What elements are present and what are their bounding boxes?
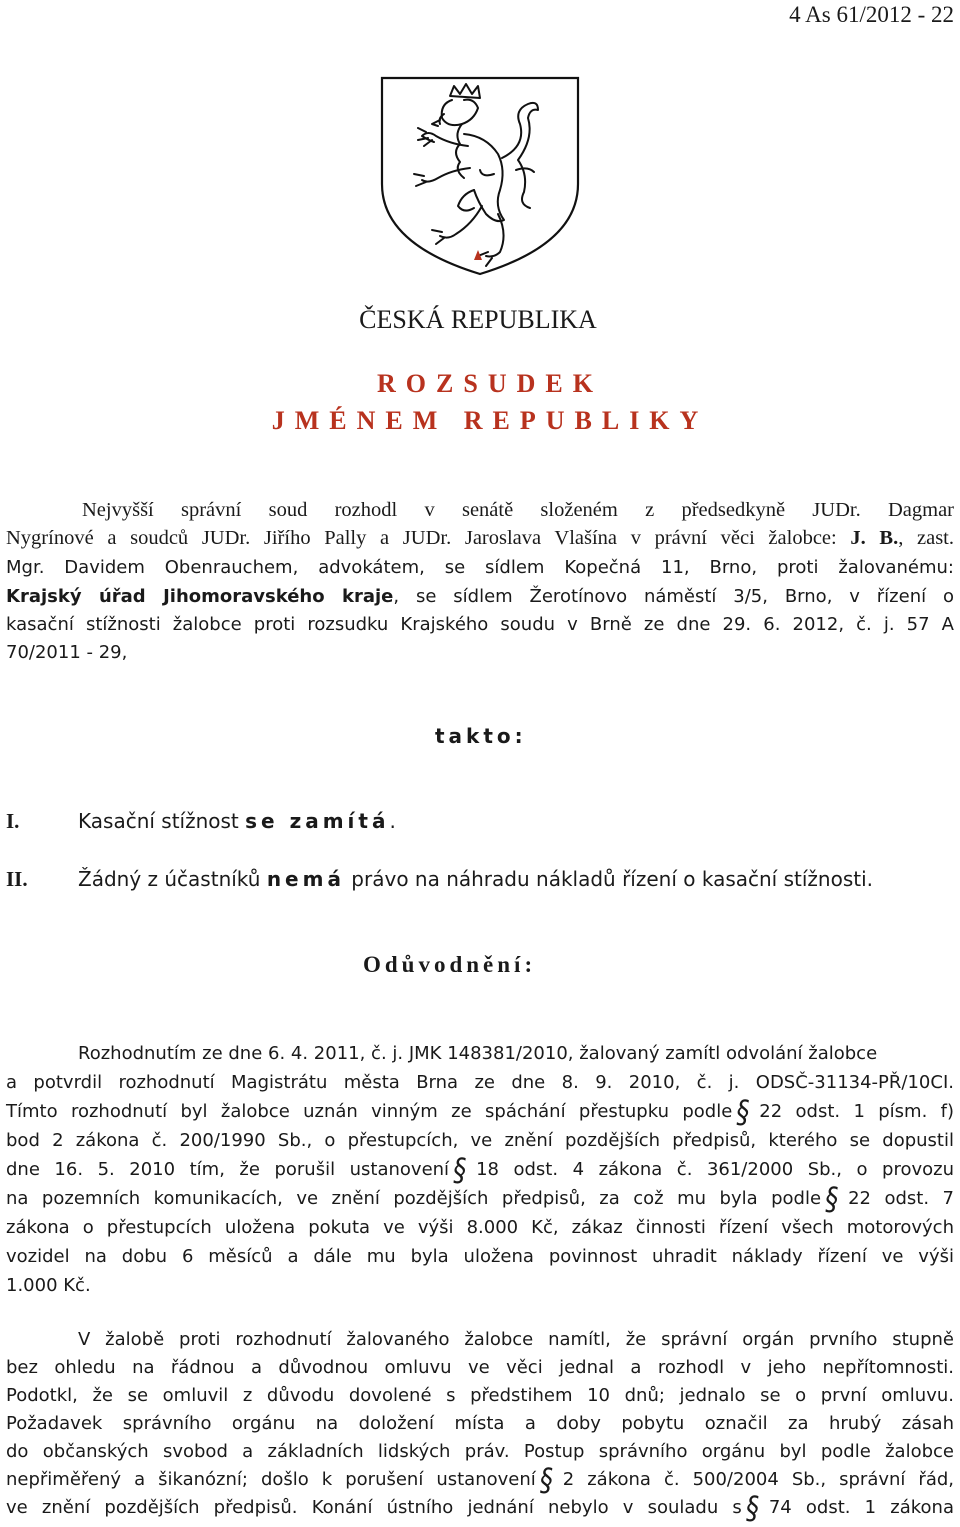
defendant-name: Krajský úřad Jihomoravského kraje bbox=[6, 586, 394, 607]
takto-heading: takto: bbox=[435, 724, 527, 748]
verdict-emphasis: nemá bbox=[266, 867, 345, 891]
para1-text: Tímto rozhodnutí byl žalobce uznán vinným ze spáchání přestupku podle bbox=[6, 1101, 733, 1122]
verdict-text bbox=[78, 866, 873, 892]
para2-line: Požadavek správního orgánu na doložení místa a doby pobytu označil za hrubý zásah bbox=[6, 1413, 954, 1434]
para2-text: nepřiměřený a šikanózní; došlo k porušení ustanovení bbox=[6, 1469, 536, 1490]
verdict-number: II. bbox=[6, 867, 28, 891]
para1-text: na pozemních komunikacích, ve znění pozdějších předpisů, za což mu byla podle bbox=[6, 1188, 822, 1209]
para1-line: zákona o přestupcích uložena pokuta ve výši 8.000 Kč, zákaz činnosti řízení všech motorových bbox=[6, 1217, 954, 1238]
para1-line: a potvrdil rozhodnutí Magistrátu města Brna ze dne 8. 9. 2010, č. j. ODSČ-31134-PŘ/10CI. bbox=[6, 1072, 954, 1093]
para1-line: vozidel na dobu 6 měsíců a dále mu byla uložena povinnost uhradit náklady řízení ve výši bbox=[6, 1246, 954, 1267]
section-sign-icon: § bbox=[539, 1463, 553, 1499]
section-sign-icon: § bbox=[736, 1095, 750, 1131]
para1-text: 22 odst. 7 bbox=[848, 1188, 954, 1209]
verdict-part: Žádný z účastníků bbox=[78, 867, 267, 891]
judgment-subtitle: JMÉNEM REPUBLIKY bbox=[271, 406, 709, 435]
intro-line: Mgr. Davidem Obenrauchem, advokátem, se sídlem Kopečná 11, Brno, proti žalovanému: bbox=[6, 557, 954, 578]
czech-lion-emblem-icon bbox=[378, 74, 582, 278]
verdict-part: Kasační stížnost bbox=[78, 809, 246, 833]
para1-text: 22 odst. 1 písm. f) bbox=[759, 1101, 954, 1122]
para1-line bbox=[6, 1182, 954, 1218]
para1-text: 18 odst. 4 zákona č. 361/2000 Sb., o provozu bbox=[476, 1159, 955, 1180]
section-sign-icon: § bbox=[745, 1491, 759, 1527]
intro-line bbox=[6, 584, 954, 610]
verdict-number: I. bbox=[6, 809, 20, 833]
intro-line: kasační stížnosti žalobce proti rozsudku Krajského soudu v Brně ze dne 29. 6. 2012, č. j. 57 A bbox=[6, 614, 954, 635]
intro-line bbox=[6, 525, 954, 551]
para1-line: 1.000 Kč. bbox=[6, 1275, 91, 1296]
intro-text: , se sídlem Žerotínovo náměstí 3/5, Brno, v řízení o bbox=[393, 586, 954, 607]
para2-line: Podotkl, že se omluvil z důvodu dovolené s předstihem 10 dnů; jednalo se o první omluvu. bbox=[6, 1385, 954, 1406]
para1-line bbox=[6, 1095, 954, 1131]
para2-line bbox=[6, 1491, 954, 1527]
case-number: 4 As 61/2012 - 22 bbox=[789, 2, 954, 27]
verdict-part: . bbox=[389, 809, 396, 833]
para1-line: Rozhodnutím ze dne 6. 4. 2011, č. j. JMK 148381/2010, žalovaný zamítl odvolání žalobce bbox=[78, 1043, 878, 1064]
intro-line: 70/2011 - 29, bbox=[6, 642, 128, 663]
judgment-title: ROZSUDEK bbox=[377, 369, 603, 398]
para1-line: bod 2 zákona č. 200/1990 Sb., o přestupcích, ve znění pozdějších předpisů, kterého se dopustil bbox=[6, 1130, 954, 1151]
para2-line: do občanských svobod a základních lidských práv. Postup správního orgánu byl podle žalobce bbox=[6, 1441, 954, 1462]
intro-text: Nygrínové a soudců JUDr. Jiřího Pally a JUDr. Jaroslava Vlašína v právní věci žalobce: bbox=[6, 527, 851, 549]
verdict-text bbox=[78, 808, 396, 834]
para1-line bbox=[6, 1153, 955, 1189]
para2-line bbox=[6, 1463, 954, 1499]
section-sign-icon: § bbox=[825, 1182, 839, 1218]
para2-text: 74 odst. 1 zákona bbox=[768, 1497, 954, 1518]
para2-line: bez ohledu na řádnou a důvodnou omluvu ve věci jednal a rozhodl v jeho nepřítomnosti. bbox=[6, 1357, 954, 1378]
intro-line: Nejvyšší správní soud rozhodl v senátě složeném z předsedkyně JUDr. Dagmar bbox=[82, 499, 954, 521]
verdict-part: právo na náhradu nákladů řízení o kasační stížnosti. bbox=[344, 867, 873, 891]
para2-line: V žalobě proti rozhodnutí žalovaného žalobce namítl, že správní orgán prvního stupně bbox=[78, 1329, 954, 1350]
verdict-emphasis: se zamítá bbox=[245, 809, 390, 833]
para2-text: ve znění pozdějších předpisů. Konání ústního jednání nebylo v souladu s bbox=[6, 1497, 742, 1518]
para2-text: 2 zákona č. 500/2004 Sb., správní řád, bbox=[562, 1469, 954, 1490]
section-sign-icon: § bbox=[453, 1153, 467, 1189]
plaintiff-initials: J. B. bbox=[850, 527, 899, 549]
reasoning-heading: Odůvodnění: bbox=[363, 952, 537, 977]
para1-text: dne 16. 5. 2010 tím, že porušil ustanovení bbox=[6, 1159, 450, 1180]
country-name: ČESKÁ REPUBLIKA bbox=[359, 305, 597, 334]
intro-text: , zast. bbox=[898, 527, 954, 549]
